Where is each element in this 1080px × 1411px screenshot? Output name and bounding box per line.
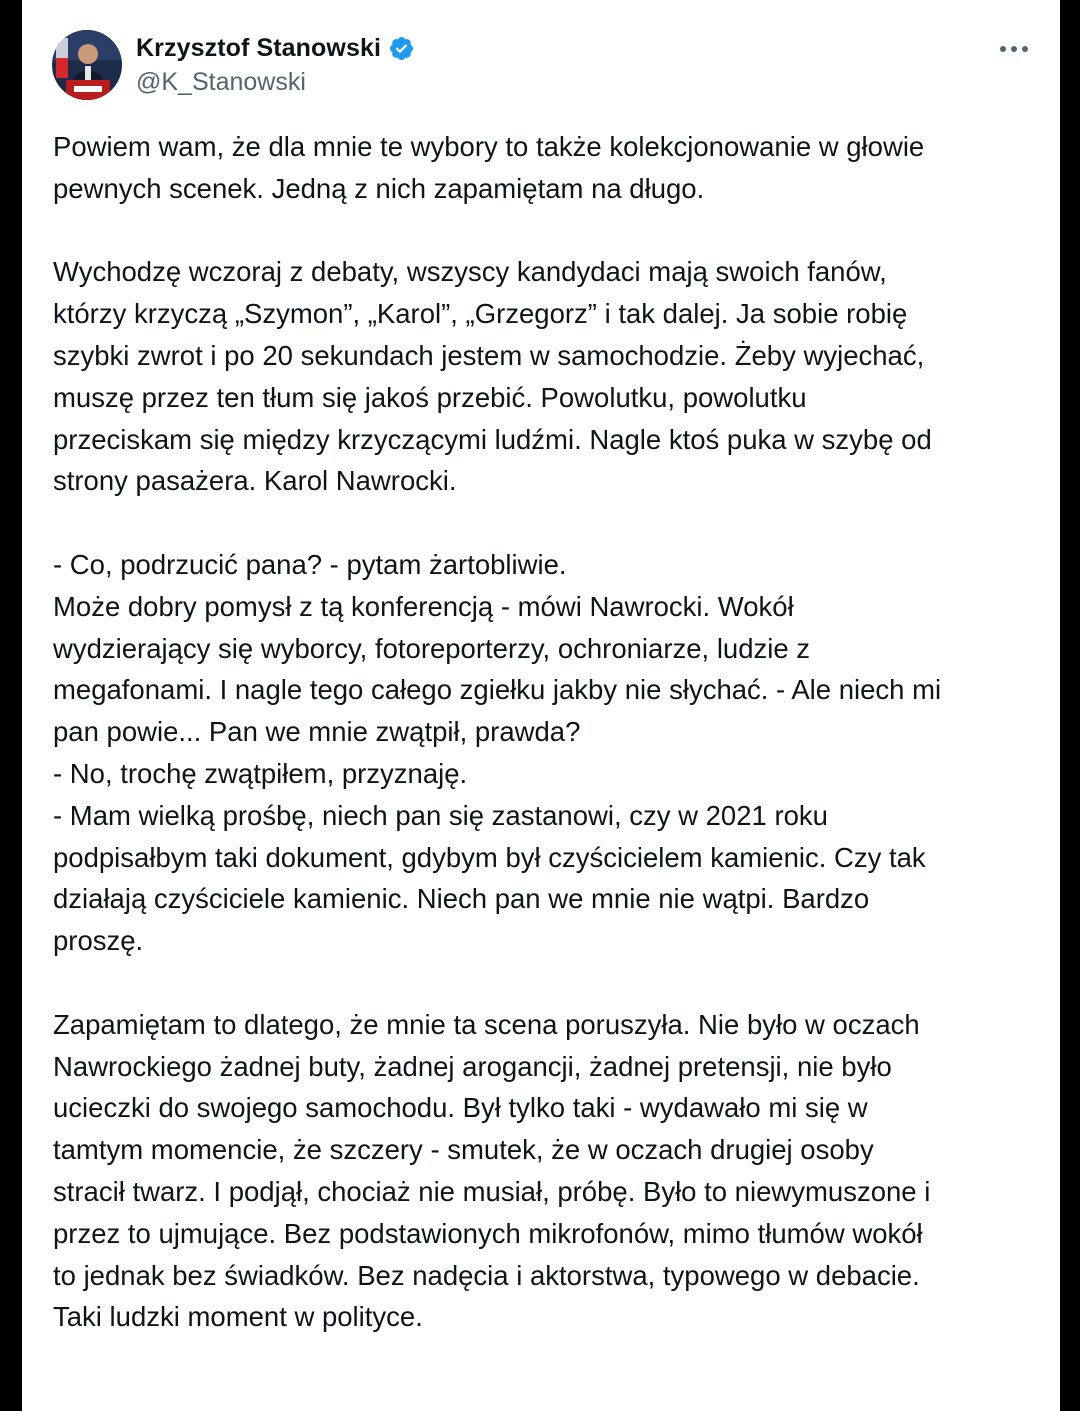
tweet-text [53,126,1043,1380]
text-line: tamtym momencie, że szczery - smutek, że w oczach drugiej osoby [53,1134,874,1166]
author-handle[interactable]: @K_Stanowski [136,68,306,96]
text-line: - Co, podrzucić pana? - pytam żartobliwie. [53,548,567,580]
text-line: Powiem wam, że dla mnie te wybory to także kolekcjonowanie w głowie [53,131,925,162]
text-line: Może dobry pomysł z tą konferencją - mówi Nawrocki. Wokół [53,590,794,622]
tweet-paragraph [53,126,1043,210]
tweet-card [22,0,1060,1411]
text-line: pan powie... Pan we mnie zwątpił, prawda? [53,716,581,748]
text-line: którzy krzyczą „Szymon”, „Karol”, „Grzegorz” i tak dalej. Ja sobie robię [53,298,908,330]
profile-photo-icon [52,30,122,100]
text-line: muszę przez ten tłum się jakoś przebić. Powolutku, powolutku [53,381,807,413]
tweet-paragraph [53,544,1043,962]
text-line: proszę. [53,925,144,957]
tweet-paragraph [53,251,1043,502]
text-line: Nawrockiego żadnej buty, żadnej arogancji, żadnej pretensji, nie było [53,1050,892,1082]
text-line: przez to ujmujące. Bez podstawionych mikrofonów, mimo tłumów wokół [53,1217,923,1249]
text-line: - No, trochę zwątpiłem, przyznaję. [53,757,468,789]
more-options-button[interactable] [994,34,1034,64]
avatar[interactable] [52,30,122,100]
text-line: strony pasażera. Karol Nawrocki. [53,465,457,497]
text-line: przeciskam się między krzyczącymi ludźmi. Nagle ktoś puka w szybę od [53,423,932,455]
text-line: ucieczki do swojego samochodu. Był tylko taki - wydawało mi się w [53,1092,868,1124]
more-horizontal-icon [999,45,1029,53]
text-line: pewnych scenek. Jedną z nich zapamiętam na długo. [53,172,705,204]
text-line: to jednak bez świadków. Bez nadęcia i aktorstwa, typowego w debacie. [53,1259,920,1291]
author-name-row[interactable] [136,31,415,65]
text-line: Taki ludzki moment w polityce. [53,1301,423,1333]
verified-badge-icon [388,35,415,62]
text-line: podpisałbym taki dokument, gdybym był czyścicielem kamienic. Czy tak [53,841,926,873]
text-line: działają czyściciele kamienic. Niech pan we mnie nie wątpi. Bardzo [53,883,870,915]
display-name[interactable]: Krzysztof Stanowski [136,33,382,62]
text-line: megafonami. I nagle tego całego zgiełku jakby nie słychać. - Ale niech mi [53,674,942,706]
tweet-header [22,0,1060,110]
tweet-paragraph [53,1004,1043,1338]
text-line: szybki zwrot i po 20 sekundach jestem w samochodzie. Żeby wyjechać, [53,339,925,371]
text-line: Zapamiętam to dlatego, że mnie ta scena poruszyła. Nie było w oczach [53,1008,920,1040]
text-line: Wychodzę wczoraj z debaty, wszyscy kandydaci mają swoich fanów, [53,256,887,288]
text-line: wydzierający się wyborcy, fotoreporterzy, ochroniarze, ludzie z [53,632,811,664]
text-line: - Mam wielką prośbę, niech pan się zastanowi, czy w 2021 roku [53,799,828,831]
text-line: stracił twarz. I podjął, chociaż nie musiał, próbę. Było to niewymuszone i [53,1175,931,1207]
